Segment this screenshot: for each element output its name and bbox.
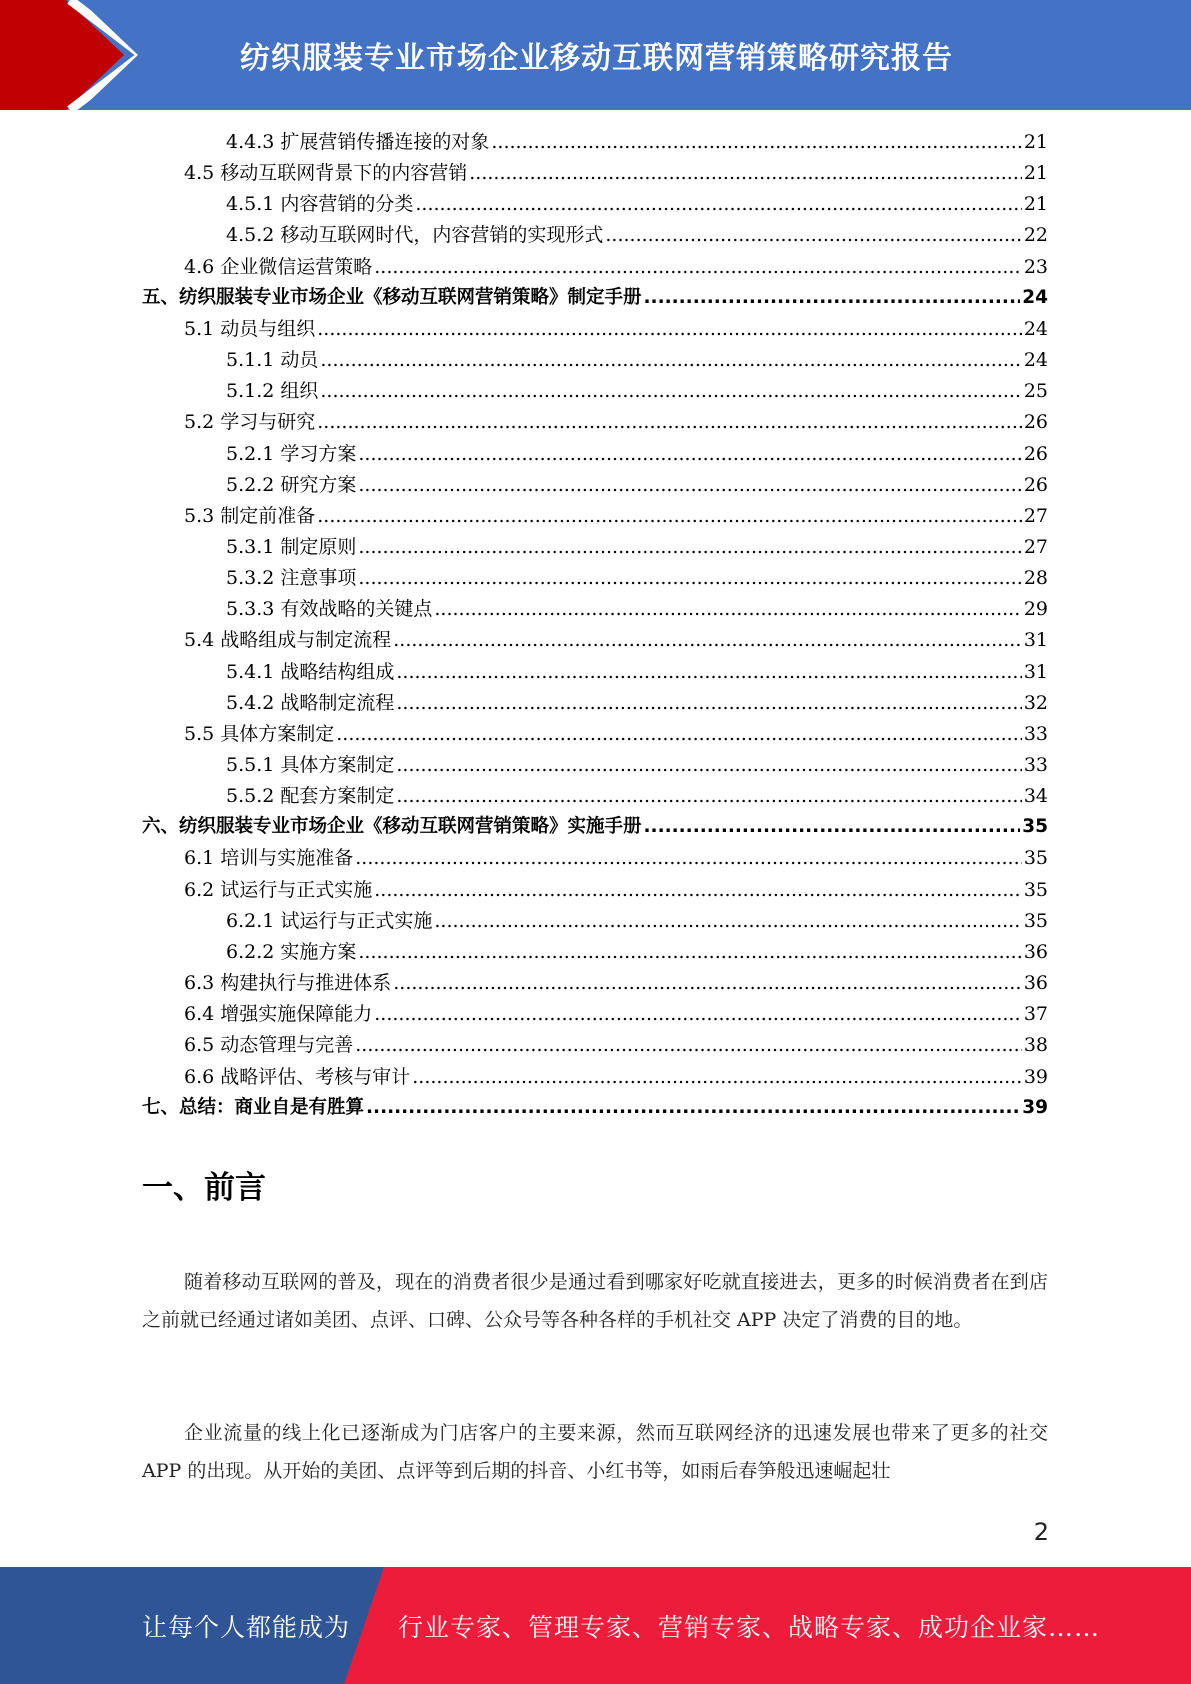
toc-entry-title: 4.4.3 扩展营销传播连接的对象 (226, 131, 490, 153)
toc-entry-page: 35 (1023, 847, 1048, 870)
toc-entry-page: 21 (1023, 193, 1048, 216)
toc-entry-page: 22 (1023, 224, 1048, 247)
toc-entry-title: 5.1 动员与组织 (184, 317, 316, 340)
toc-entry[interactable] (184, 253, 1048, 281)
toc-entry-page: 29 (1023, 598, 1048, 621)
toc-entry-title: 5.5.1 具体方案制定 (226, 754, 395, 776)
toc-dot-leader (374, 253, 1022, 281)
toc-dot-leader (434, 595, 1021, 623)
toc-dot-leader (412, 1063, 1022, 1091)
toc-entry[interactable] (184, 159, 1048, 187)
toc-entry-page: 27 (1023, 504, 1048, 527)
toc-entry[interactable] (184, 502, 1048, 530)
toc-entry-title: 4.5.1 内容营销的分类 (226, 193, 414, 216)
toc-entry[interactable] (184, 1000, 1048, 1028)
document-title: 纺织服装专业市场企业移动互联网营销策略研究报告 (240, 41, 953, 76)
toc-dot-leader (358, 564, 1021, 592)
toc-entry-title: 5.1.1 动员 (226, 349, 319, 372)
toc-entry-page: 37 (1023, 1003, 1048, 1026)
toc-entry-page: 39 (1023, 1065, 1048, 1088)
toc-entry-page: 33 (1023, 722, 1048, 745)
toc-entry-page: 35 (1023, 878, 1048, 901)
toc-entry-page: 28 (1023, 567, 1048, 590)
toc-dot-leader (336, 720, 1022, 748)
toc-entry[interactable] (226, 938, 1048, 966)
toc-entry-title: 6.2.2 实施方案 (226, 940, 357, 963)
toc-entry-page: 21 (1023, 162, 1048, 185)
toc-entry-page: 31 (1023, 629, 1048, 652)
footer-slogan-left: 让每个人都能成为 (142, 1612, 351, 1642)
toc-entry-page: 33 (1023, 754, 1048, 776)
toc-entry-title: 4.5.2 移动互联网时代，内容营销的实现形式 (226, 224, 604, 247)
toc-dot-leader (358, 938, 1021, 966)
toc-entry-page: 32 (1023, 691, 1048, 714)
toc-entry-title: 5.4.2 战略制定流程 (226, 691, 395, 714)
toc-entry[interactable] (184, 969, 1048, 997)
toc-entry[interactable] (184, 1031, 1048, 1059)
toc-dot-leader (469, 159, 1022, 187)
toc-entry[interactable] (142, 813, 1048, 841)
toc-entry[interactable] (226, 440, 1048, 468)
toc-entry-title: 5.2.1 学习方案 (226, 442, 357, 465)
toc-dot-leader (358, 440, 1021, 468)
toc-entry-page: 35 (1022, 816, 1048, 838)
toc-entry-title: 6.5 动态管理与完善 (184, 1034, 354, 1057)
toc-entry-page: 27 (1023, 535, 1048, 558)
toc-entry[interactable] (184, 1063, 1048, 1091)
toc-entry-title: 六、纺织服装专业市场企业《移动互联网营销策略》实施手册 (142, 816, 642, 838)
toc-entry[interactable] (226, 128, 1048, 156)
toc-entry-title: 6.6 战略评估、考核与审计 (184, 1065, 411, 1088)
toc-dot-leader (317, 408, 1022, 436)
toc-entry[interactable] (226, 751, 1048, 779)
toc-dot-leader (644, 284, 1021, 312)
toc-entry-page: 21 (1023, 131, 1048, 153)
toc-entry[interactable] (142, 284, 1048, 312)
section-heading: 一、前言 (142, 1170, 266, 1206)
toc-dot-leader (415, 190, 1021, 218)
toc-entry-title: 6.4 增强实施保障能力 (184, 1003, 373, 1026)
toc-entry[interactable] (226, 907, 1048, 935)
toc-entry-page: 36 (1023, 940, 1048, 963)
toc-entry-page: 26 (1023, 473, 1048, 496)
toc-entry-page: 38 (1023, 1034, 1048, 1057)
page-header (0, 0, 1191, 110)
toc-entry[interactable] (184, 315, 1048, 343)
toc-dot-leader (396, 689, 1021, 717)
toc-entry[interactable] (226, 471, 1048, 499)
toc-entry[interactable] (226, 377, 1048, 405)
toc-entry-page: 23 (1023, 255, 1048, 278)
toc-entry-page: 31 (1023, 660, 1048, 683)
toc-dot-leader (355, 844, 1022, 872)
toc-entry[interactable] (226, 782, 1048, 810)
toc-entry[interactable] (226, 689, 1048, 717)
toc-entry-title: 5.1.2 组织 (226, 380, 319, 403)
toc-dot-leader (393, 969, 1022, 997)
header-arrow-decoration (0, 0, 160, 110)
toc-entry[interactable] (226, 346, 1048, 374)
toc-entry-page: 24 (1023, 317, 1048, 340)
toc-dot-leader (320, 346, 1021, 374)
toc-dot-leader (393, 626, 1022, 654)
toc-dot-leader (396, 751, 1021, 779)
toc-entry-title: 4.6 企业微信运营策略 (184, 255, 373, 278)
toc-dot-leader (358, 533, 1021, 561)
toc-entry[interactable] (226, 190, 1048, 218)
toc-dot-leader (396, 658, 1021, 686)
toc-entry-page: 26 (1023, 411, 1048, 434)
toc-entry-title: 5.4.1 战略结构组成 (226, 660, 395, 683)
toc-entry-title: 6.1 培训与实施准备 (184, 847, 354, 870)
toc-entry-title: 5.2.2 研究方案 (226, 473, 357, 496)
toc-dot-leader (374, 876, 1022, 904)
toc-entry[interactable] (142, 1094, 1048, 1122)
toc-entry[interactable] (184, 626, 1048, 654)
toc-entry[interactable] (184, 720, 1048, 748)
toc-entry-page: 36 (1023, 972, 1048, 995)
toc-entry[interactable] (226, 564, 1048, 592)
toc-entry-title: 5.5.2 配套方案制定 (226, 785, 395, 808)
toc-entry-title: 5.3.3 有效战略的关键点 (226, 598, 433, 621)
toc-entry-title: 4.5 移动互联网背景下的内容营销 (184, 162, 468, 185)
toc-dot-leader (366, 1094, 1020, 1122)
toc-entry[interactable] (226, 595, 1048, 623)
toc-entry-title: 5.2 学习与研究 (184, 411, 316, 434)
toc-entry[interactable] (226, 221, 1048, 249)
toc-entry-title: 5.3.2 注意事项 (226, 567, 357, 590)
toc-entry[interactable] (184, 844, 1048, 872)
toc-entry[interactable] (184, 408, 1048, 436)
toc-entry-page: 34 (1023, 785, 1048, 808)
toc-entry[interactable] (184, 876, 1048, 904)
toc-dot-leader (320, 377, 1021, 405)
body-paragraph: 随着移动互联网的普及，现在的消费者很少是通过看到哪家好吃就直接进去，更多的时候消费者在到店之前就已经通过诸如美团、点评、口碑、公众号等各种各样的手机社交 APP 决定了消费的目的地。 (142, 1271, 1048, 1331)
footer-slogan-right: 行业专家、管理专家、营销专家、战略专家、成功企业家…… (398, 1612, 1101, 1642)
toc-entry-page: 39 (1022, 1096, 1048, 1118)
toc-entry-title: 6.3 构建执行与推进体系 (184, 972, 392, 995)
toc-entry[interactable] (226, 533, 1048, 561)
toc-entry-title: 5.3 制定前准备 (184, 504, 316, 527)
page-footer (0, 1567, 1191, 1684)
toc-entry[interactable] (226, 658, 1048, 686)
toc-entry-page: 25 (1023, 380, 1048, 403)
toc-dot-leader (358, 471, 1021, 499)
page-number: 2 (1033, 1518, 1049, 1546)
toc-dot-leader (374, 1000, 1022, 1028)
toc-dot-leader (605, 221, 1021, 249)
toc-entry-page: 24 (1022, 286, 1048, 308)
toc-dot-leader (434, 907, 1021, 935)
toc-entry-page: 24 (1023, 349, 1048, 372)
toc-dot-leader (355, 1031, 1022, 1059)
toc-entry-title: 5.4 战略组成与制定流程 (184, 629, 392, 652)
toc-entry-title: 七、总结：商业自是有胜算 (142, 1096, 365, 1118)
toc-entry-title: 6.2 试运行与正式实施 (184, 878, 373, 901)
toc-entry-title: 5.3.1 制定原则 (226, 535, 357, 558)
toc-dot-leader (317, 502, 1022, 530)
toc-entry-title: 6.2.1 试运行与正式实施 (226, 909, 433, 932)
toc-entry-title: 5.5 具体方案制定 (184, 722, 335, 745)
toc-entry-page: 35 (1023, 909, 1048, 932)
toc-entry-page: 26 (1023, 442, 1048, 465)
toc-entry-title: 五、纺织服装专业市场企业《移动互联网营销策略》制定手册 (142, 286, 642, 308)
toc-dot-leader (491, 128, 1021, 156)
toc-dot-leader (317, 315, 1022, 343)
toc-dot-leader (396, 782, 1021, 810)
body-paragraph: 企业流量的线上化已逐渐成为门店客户的主要来源，然而互联网经济的迅速发展也带来了更多的社交 APP 的出现。从开始的美团、点评等到后期的抖音、小红书等，如雨后春笋般迅速崛起壮 (142, 1422, 1048, 1482)
toc-dot-leader (644, 813, 1021, 841)
